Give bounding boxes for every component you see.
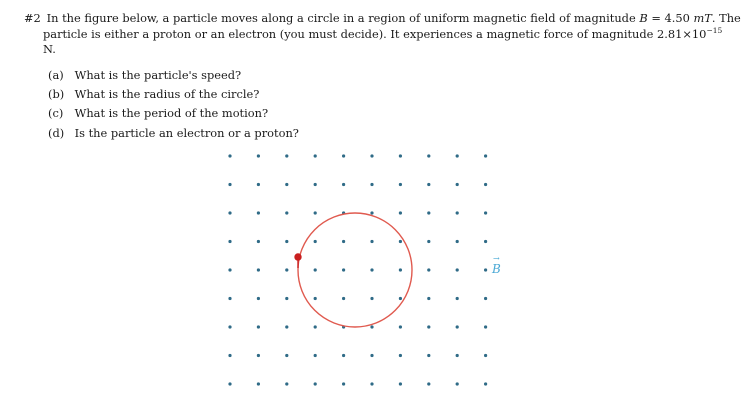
field-dot xyxy=(427,268,430,271)
field-dot xyxy=(399,297,402,300)
field-dot xyxy=(285,183,288,186)
field-dot xyxy=(314,268,317,271)
force-unit: N. xyxy=(43,42,56,56)
field-dot xyxy=(427,211,430,214)
force-text: particle is either a proton or an electron (you must decide). It experiences a magnetic force of magnitude 2.81×10 xyxy=(43,26,707,41)
question-c xyxy=(48,104,299,123)
field-dot xyxy=(427,354,430,357)
field-dot xyxy=(257,268,260,271)
problem-statement xyxy=(24,11,741,58)
field-dot xyxy=(484,211,487,214)
field-dot xyxy=(285,154,288,157)
field-dot xyxy=(314,211,317,214)
field-vector-symbol: B xyxy=(492,262,501,276)
field-dot xyxy=(285,268,288,271)
field-dot xyxy=(427,154,430,157)
field-dot xyxy=(285,297,288,300)
field-dot xyxy=(228,268,231,271)
question-text: What is the period of the motion? xyxy=(74,106,269,121)
field-dot xyxy=(484,382,487,385)
field-dot xyxy=(370,154,373,157)
field-dot xyxy=(314,240,317,243)
field-dot xyxy=(456,211,459,214)
field-dot xyxy=(484,240,487,243)
field-dot xyxy=(399,268,402,271)
question-text: Is the particle an electron or a proton? xyxy=(74,125,299,140)
problem-line-2 xyxy=(24,25,723,43)
field-dot xyxy=(314,297,317,300)
field-dot xyxy=(228,382,231,385)
field-dot xyxy=(342,382,345,385)
field-dot xyxy=(314,325,317,328)
field-dot xyxy=(257,354,260,357)
field-dot xyxy=(370,354,373,357)
question-a xyxy=(48,66,299,85)
field-dot xyxy=(399,154,402,157)
question-text: What is the radius of the circle? xyxy=(74,87,260,102)
question-b xyxy=(48,85,299,104)
field-dot xyxy=(456,268,459,271)
field-dot xyxy=(228,297,231,300)
field-dot xyxy=(370,297,373,300)
problem-text-intro: In the figure below, a particle moves along a circle in a region of uniform magnetic field of magnitude xyxy=(46,11,636,25)
field-dot xyxy=(257,211,260,214)
problem-line-3 xyxy=(24,42,686,58)
field-dot xyxy=(314,154,317,157)
field-dot xyxy=(370,268,373,271)
field-dot xyxy=(399,240,402,243)
field-dot xyxy=(370,183,373,186)
field-symbol: B xyxy=(639,11,648,25)
field-dot xyxy=(484,183,487,186)
field-unit: mT xyxy=(693,11,712,25)
field-dot xyxy=(285,354,288,357)
field-dot xyxy=(342,297,345,300)
field-dot xyxy=(370,382,373,385)
field-dot xyxy=(399,354,402,357)
field-dot xyxy=(484,325,487,328)
question-list xyxy=(48,66,299,143)
field-dot xyxy=(456,382,459,385)
field-dot xyxy=(314,183,317,186)
field-dot xyxy=(399,211,402,214)
field-dot xyxy=(257,297,260,300)
field-dot xyxy=(314,354,317,357)
question-label: (d) xyxy=(48,125,65,140)
field-dot xyxy=(399,325,402,328)
field-dot xyxy=(228,154,231,157)
field-dot xyxy=(370,211,373,214)
field-vector-label xyxy=(492,254,501,276)
field-dot xyxy=(456,154,459,157)
field-dot xyxy=(484,354,487,357)
field-dot xyxy=(257,183,260,186)
problem-number: #2 xyxy=(24,11,41,25)
field-dot xyxy=(342,268,345,271)
field-dot xyxy=(456,183,459,186)
field-dot xyxy=(484,268,487,271)
field-dot xyxy=(456,325,459,328)
question-label: (a) xyxy=(48,68,64,82)
field-dot xyxy=(285,211,288,214)
field-dot xyxy=(484,297,487,300)
problem-line-1 xyxy=(24,11,741,27)
field-dot xyxy=(228,211,231,214)
field-dot-grid xyxy=(228,154,487,385)
field-dot xyxy=(427,297,430,300)
question-label: (b) xyxy=(48,87,65,102)
field-dot xyxy=(342,354,345,357)
field-dot xyxy=(427,183,430,186)
field-dot xyxy=(285,382,288,385)
field-dot xyxy=(342,183,345,186)
field-dot xyxy=(456,297,459,300)
field-dot xyxy=(285,325,288,328)
field-dot xyxy=(314,382,317,385)
field-dot xyxy=(370,325,373,328)
field-dot xyxy=(484,154,487,157)
field-value: = 4.50 xyxy=(651,11,690,25)
field-dot xyxy=(399,382,402,385)
field-dot xyxy=(370,240,373,243)
field-dot xyxy=(427,382,430,385)
question-text: What is the particle's speed? xyxy=(74,68,242,82)
field-dot xyxy=(257,240,260,243)
question-label: (c) xyxy=(48,106,64,121)
field-dot xyxy=(228,354,231,357)
field-dot xyxy=(342,154,345,157)
field-dot xyxy=(257,154,260,157)
field-dot xyxy=(257,325,260,328)
field-dot xyxy=(257,382,260,385)
field-dot xyxy=(228,183,231,186)
field-dot xyxy=(228,325,231,328)
problem-line-1-end: . The xyxy=(711,11,741,25)
field-dot xyxy=(399,183,402,186)
field-dot xyxy=(228,240,231,243)
field-dot xyxy=(342,240,345,243)
field-dot xyxy=(427,240,430,243)
field-dot xyxy=(285,240,288,243)
vector-arrow-icon: → xyxy=(493,254,500,263)
field-dot xyxy=(456,354,459,357)
field-dot xyxy=(427,325,430,328)
force-exponent: −15 xyxy=(706,25,723,35)
magnetic-field-figure xyxy=(210,140,510,400)
field-dot xyxy=(456,240,459,243)
